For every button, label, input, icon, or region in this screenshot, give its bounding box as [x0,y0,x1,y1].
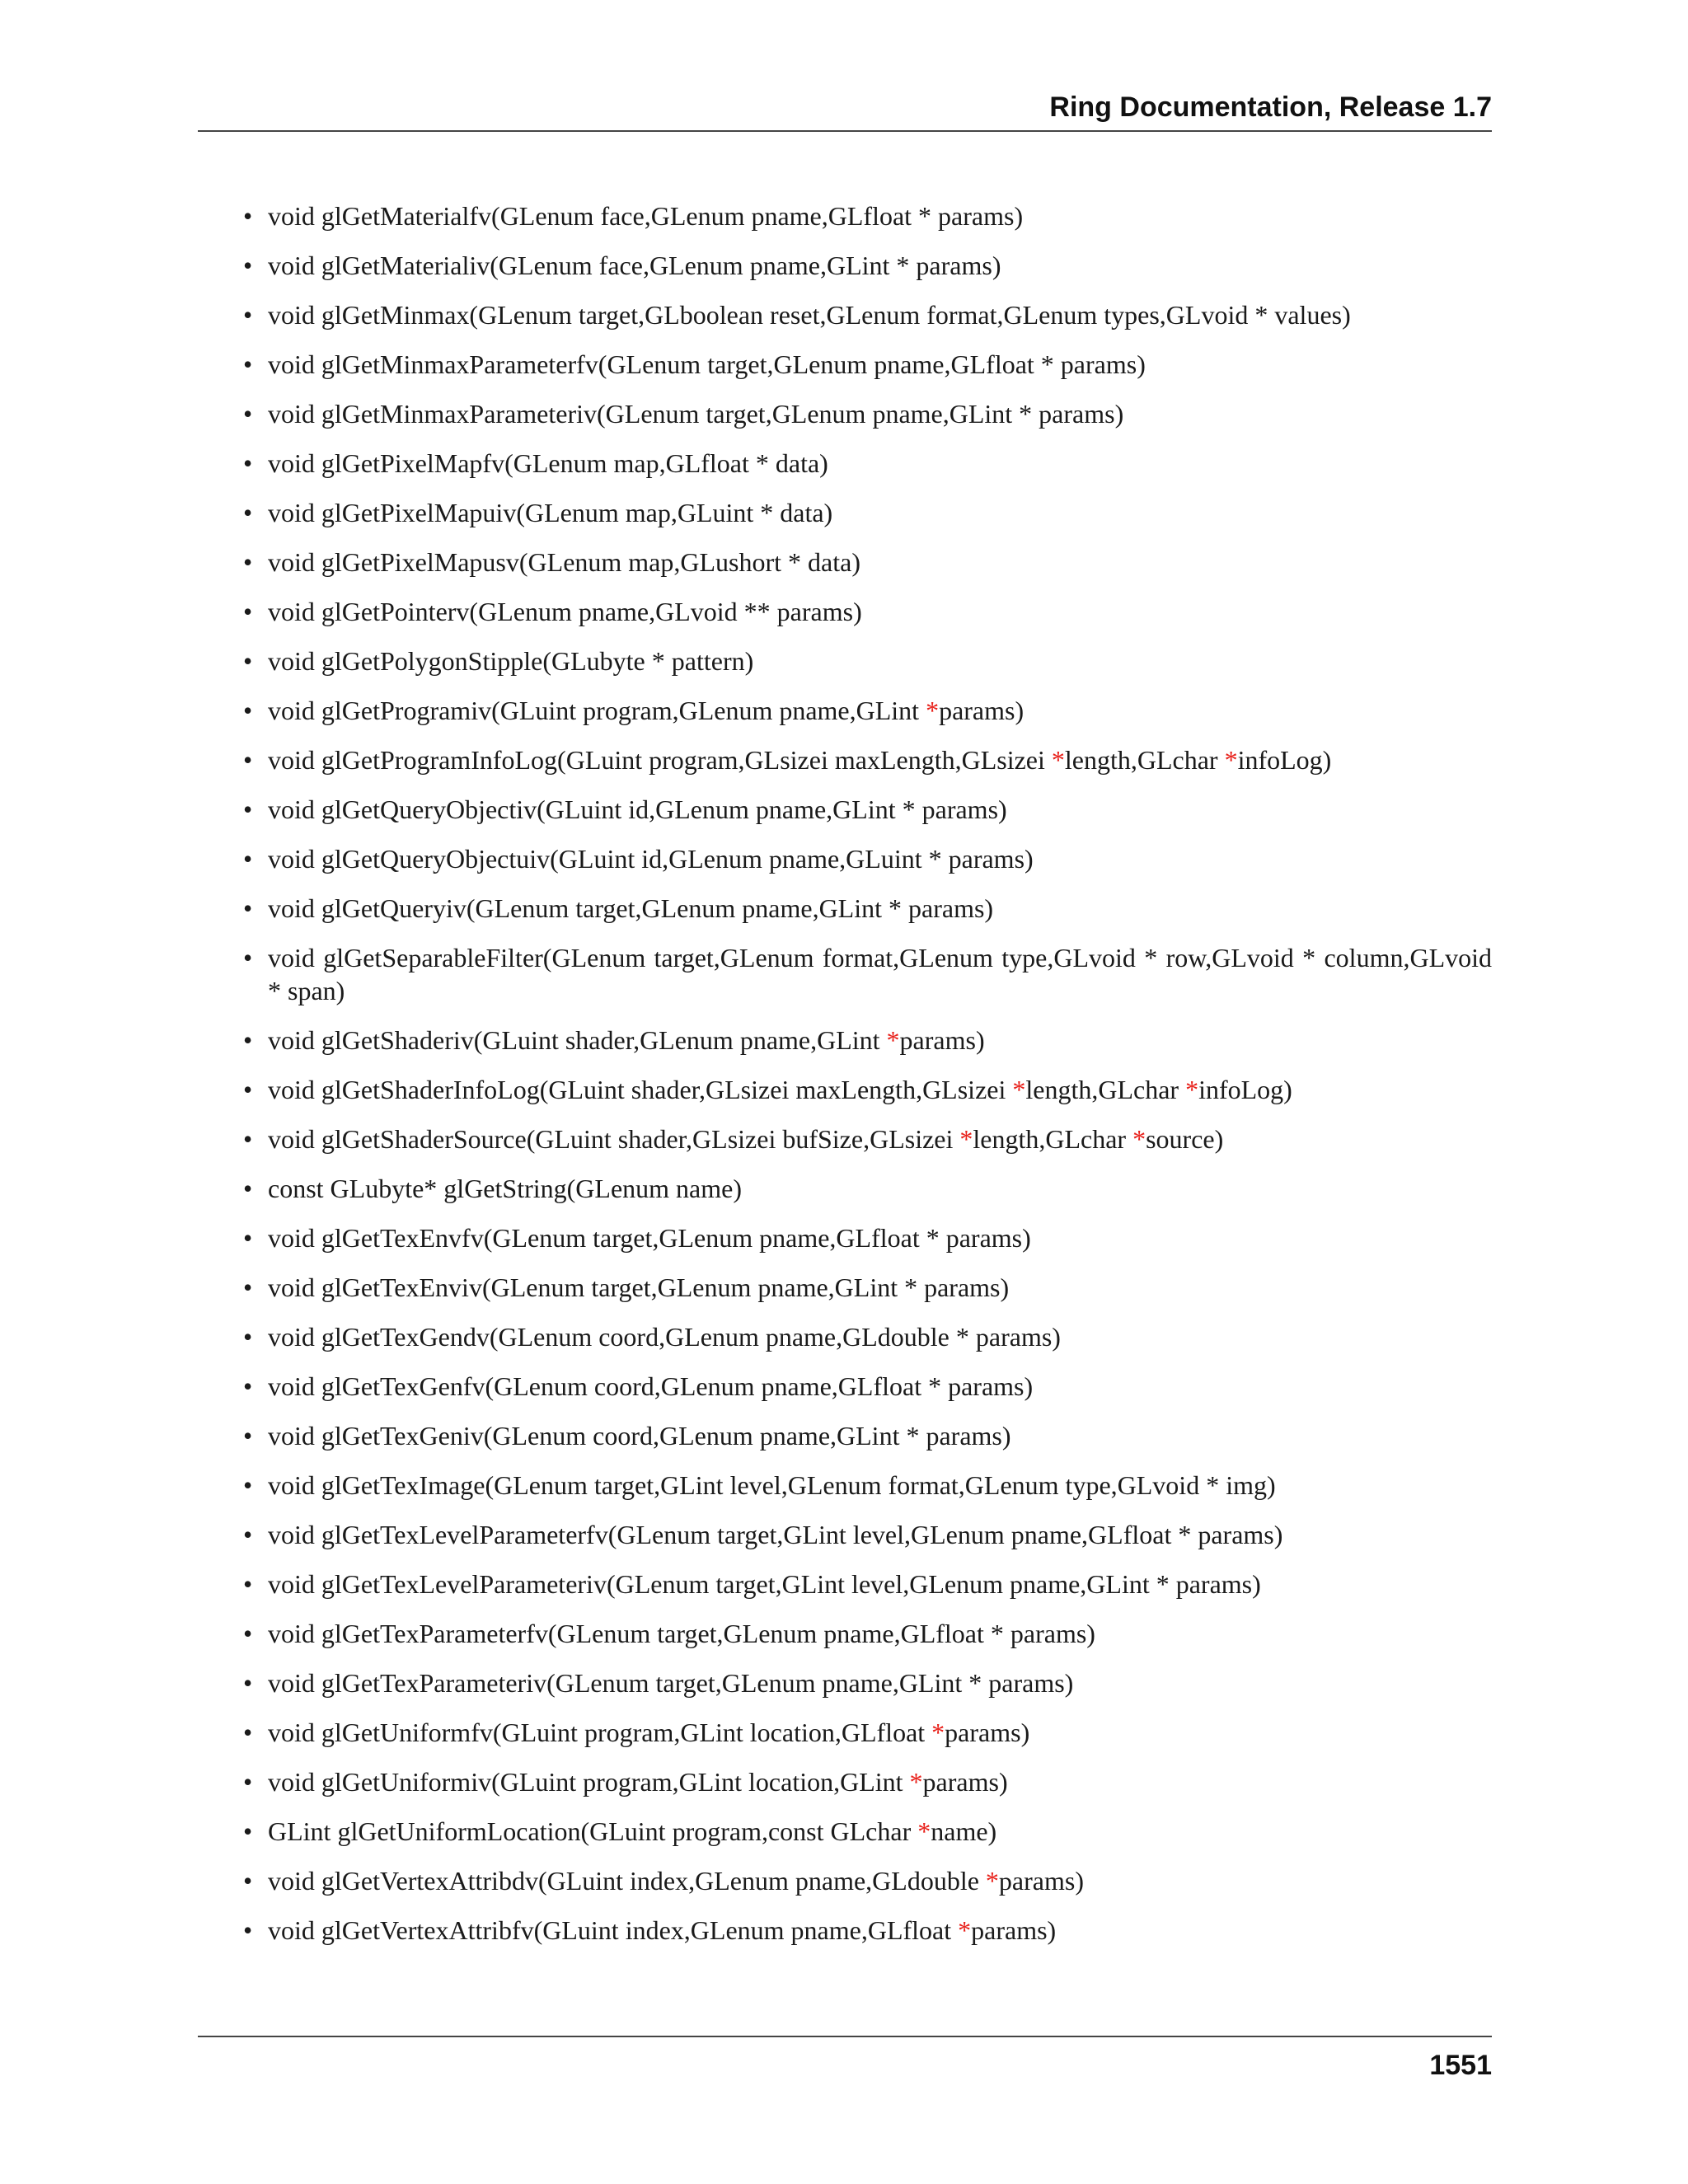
bullet-icon: • [243,893,253,923]
pointer-asterisk: * [931,1718,945,1747]
list-item [243,546,1492,579]
list-item [243,1419,1492,1452]
list-item [243,397,1492,430]
function-signature [268,595,1492,628]
bullet-icon: • [243,1470,253,1500]
signature-text: void glGetPixelMapuiv(GLenum map,GLuint * data) [268,498,833,527]
signature-text: void glGetProgramiv(GLuint program,GLenum pname,GLint [268,696,926,725]
bullet-icon: • [243,794,253,824]
signature-text: source) [1146,1124,1224,1154]
bullet-icon: • [243,1075,253,1104]
function-signature [268,644,1492,677]
signature-text: name) [931,1816,997,1846]
list-item [243,1469,1492,1502]
function-signature [268,1271,1492,1304]
function-signature [268,348,1492,381]
list-item [243,842,1492,875]
list-item [243,298,1492,331]
function-signature [268,1815,1492,1848]
bullet-icon: • [243,1272,253,1302]
function-signature [268,546,1492,579]
function-signature [268,496,1492,529]
pointer-asterisk: * [909,1767,923,1797]
bullet-icon: • [243,844,253,874]
list-item [243,1914,1492,1947]
signature-text: void glGetVertexAttribfv(GLuint index,GLenum pname,GLfloat [268,1915,959,1945]
signature-text: void glGetQueryObjectiv(GLuint id,GLenum pname,GLint * params) [268,794,1007,824]
pointer-asterisk: * [958,1915,972,1945]
signature-text: void glGetQueryObjectuiv(GLuint id,GLenum pname,GLuint * params) [268,844,1034,874]
pointer-asterisk: * [1185,1075,1199,1104]
function-signature [268,199,1492,232]
signature-text: void glGetPointerv(GLenum pname,GLvoid ** params) [268,597,862,626]
signature-text: void glGetTexParameteriv(GLenum target,GLenum pname,GLint * params) [268,1668,1074,1698]
list-item [243,1122,1492,1155]
signature-text: params) [998,1866,1084,1896]
list-item [243,941,1492,1007]
bullet-icon: • [243,399,253,429]
signature-text: void glGetMinmaxParameterfv(GLenum target,GLenum pname,GLfloat * params) [268,349,1146,379]
list-item [243,496,1492,529]
signature-text: params) [945,1718,1030,1747]
bullet-icon: • [243,597,253,626]
bullet-icon: • [243,300,253,330]
signature-text: void glGetShaderInfoLog(GLuint shader,GLsizei maxLength,GLsizei [268,1075,1013,1104]
signature-text: const GLubyte* glGetString(GLenum name) [268,1174,742,1203]
pointer-asterisk: * [1224,745,1238,775]
function-signature [268,1469,1492,1502]
signature-text: params) [922,1767,1008,1797]
signature-text: void glGetTexGenfv(GLenum coord,GLenum pname,GLfloat * params) [268,1371,1034,1401]
signature-text: infoLog) [1237,745,1332,775]
function-signature [268,694,1492,727]
signature-text: params) [939,696,1025,725]
page-footer [198,2036,1492,2081]
pointer-asterisk: * [917,1816,931,1846]
signature-text: void glGetShaderiv(GLuint shader,GLenum pname,GLint [268,1025,887,1055]
function-signature [268,1419,1492,1452]
list-item [243,1172,1492,1205]
page-header [198,91,1492,132]
document-title: Ring Documentation, Release 1.7 [1049,91,1492,123]
bullet-icon: • [243,1619,253,1648]
function-signature [268,1666,1492,1699]
list-item [243,249,1492,282]
function-signature [268,1864,1492,1897]
bullet-icon: • [243,1322,253,1352]
bullet-icon: • [243,696,253,725]
signature-text: void glGetMaterialfv(GLenum face,GLenum pname,GLfloat * params) [268,201,1024,231]
bullet-icon: • [243,745,253,775]
list-item [243,1221,1492,1254]
function-signature [268,1914,1492,1947]
bullet-icon: • [243,498,253,527]
function-signature [268,1172,1492,1205]
function-signature [268,397,1492,430]
pointer-asterisk: * [1012,1075,1026,1104]
bullet-icon: • [243,1718,253,1747]
bullet-icon: • [243,1569,253,1599]
function-signature [268,447,1492,480]
bullet-icon: • [243,349,253,379]
pointer-asterisk: * [985,1866,999,1896]
function-signature [268,793,1492,826]
bullet-icon: • [243,547,253,577]
pointer-asterisk: * [926,696,940,725]
signature-text: params) [971,1915,1057,1945]
list-item [243,1320,1492,1353]
function-signature [268,1073,1492,1106]
function-signature [268,298,1492,331]
function-signature [268,1320,1492,1353]
signature-text: void glGetQueryiv(GLenum target,GLenum pname,GLint * params) [268,893,994,923]
list-item [243,694,1492,727]
list-item [243,1716,1492,1749]
signature-text: void glGetUniformiv(GLuint program,GLint location,GLint [268,1767,910,1797]
signature-text: void glGetTexGendv(GLenum coord,GLenum pname,GLdouble * params) [268,1322,1061,1352]
function-signature [268,1122,1492,1155]
signature-text: GLint glGetUniformLocation(GLuint program,const GLchar [268,1816,918,1846]
bullet-icon: • [243,1668,253,1698]
function-signature [268,1221,1492,1254]
function-signature [268,1370,1492,1403]
function-signature [268,743,1492,776]
bullet-icon: • [243,201,253,231]
function-signature [268,1568,1492,1601]
list-item [243,1568,1492,1601]
list-item [243,1073,1492,1106]
function-signature [268,892,1492,925]
bullet-icon: • [243,1915,253,1945]
list-item [243,1815,1492,1848]
signature-text: void glGetTexEnviv(GLenum target,GLenum pname,GLint * params) [268,1272,1010,1302]
list-item [243,1765,1492,1798]
list-item [243,447,1492,480]
list-item [243,199,1492,232]
signature-text: length,GLchar [973,1124,1133,1154]
list-item [243,793,1492,826]
signature-text: params) [899,1025,985,1055]
signature-text: void glGetTexGeniv(GLenum coord,GLenum pname,GLint * params) [268,1421,1011,1451]
signature-text: void glGetSeparableFilter(GLenum target,GLenum format,GLenum type,GLvoid * row,GLvoid * column,GLvoid * span) [268,943,1492,1005]
pointer-asterisk: * [1132,1124,1146,1154]
list-item [243,1666,1492,1699]
bullet-icon: • [243,1421,253,1451]
function-signature [268,941,1492,1007]
bullet-icon: • [243,646,253,676]
bullet-icon: • [243,1174,253,1203]
signature-text: void glGetProgramInfoLog(GLuint program,GLsizei maxLength,GLsizei [268,745,1052,775]
signature-text: infoLog) [1198,1075,1292,1104]
function-signature [268,1765,1492,1798]
bullet-icon: • [243,943,253,972]
bullet-icon: • [243,1223,253,1253]
signature-text: void glGetTexImage(GLenum target,GLint level,GLenum format,GLenum type,GLvoid * img) [268,1470,1276,1500]
bullet-icon: • [243,251,253,280]
bullet-icon: • [243,1025,253,1055]
function-signature [268,842,1492,875]
list-item [243,1864,1492,1897]
list-item [243,1271,1492,1304]
page-content [243,199,1492,1963]
signature-text: void glGetShaderSource(GLuint shader,GLsizei bufSize,GLsizei [268,1124,960,1154]
signature-text: void glGetMinmax(GLenum target,GLboolean reset,GLenum format,GLenum types,GLvoid * values) [268,300,1351,330]
list-item [243,743,1492,776]
list-item [243,644,1492,677]
list-item [243,1617,1492,1650]
signature-text: void glGetUniformfv(GLuint program,GLint location,GLfloat [268,1718,932,1747]
signature-text: void glGetMaterialiv(GLenum face,GLenum pname,GLint * params) [268,251,1001,280]
function-signature [268,1617,1492,1650]
function-signature [268,249,1492,282]
list-item [243,892,1492,925]
signature-text: void glGetVertexAttribdv(GLuint index,GLenum pname,GLdouble [268,1866,986,1896]
pointer-asterisk: * [886,1025,900,1055]
list-item [243,1024,1492,1057]
signature-text: void glGetTexEnvfv(GLenum target,GLenum pname,GLfloat * params) [268,1223,1031,1253]
bullet-icon: • [243,448,253,478]
list-item [243,595,1492,628]
signature-text: void glGetMinmaxParameteriv(GLenum target,GLenum pname,GLint * params) [268,399,1124,429]
bullet-icon: • [243,1816,253,1846]
signature-text: void glGetTexLevelParameterfv(GLenum target,GLint level,GLenum pname,GLfloat * params) [268,1520,1283,1549]
list-item [243,1370,1492,1403]
signature-text: void glGetTexLevelParameteriv(GLenum target,GLint level,GLenum pname,GLint * params) [268,1569,1261,1599]
function-signature [268,1716,1492,1749]
bullet-icon: • [243,1124,253,1154]
signature-text: length,GLchar [1025,1075,1186,1104]
signature-text: void glGetPixelMapusv(GLenum map,GLushort * data) [268,547,860,577]
bullet-icon: • [243,1866,253,1896]
function-signature [268,1518,1492,1551]
function-signature [268,1024,1492,1057]
function-list [243,199,1492,1947]
pointer-asterisk: * [959,1124,973,1154]
signature-text: length,GLchar [1064,745,1225,775]
bullet-icon: • [243,1520,253,1549]
signature-text: void glGetTexParameterfv(GLenum target,GLenum pname,GLfloat * params) [268,1619,1095,1648]
pointer-asterisk: * [1051,745,1065,775]
list-item [243,1518,1492,1551]
bullet-icon: • [243,1371,253,1401]
signature-text: void glGetPixelMapfv(GLenum map,GLfloat * data) [268,448,828,478]
signature-text: void glGetPolygonStipple(GLubyte * pattern) [268,646,754,676]
page-number: 1551 [1429,2050,1492,2081]
bullet-icon: • [243,1767,253,1797]
list-item [243,348,1492,381]
